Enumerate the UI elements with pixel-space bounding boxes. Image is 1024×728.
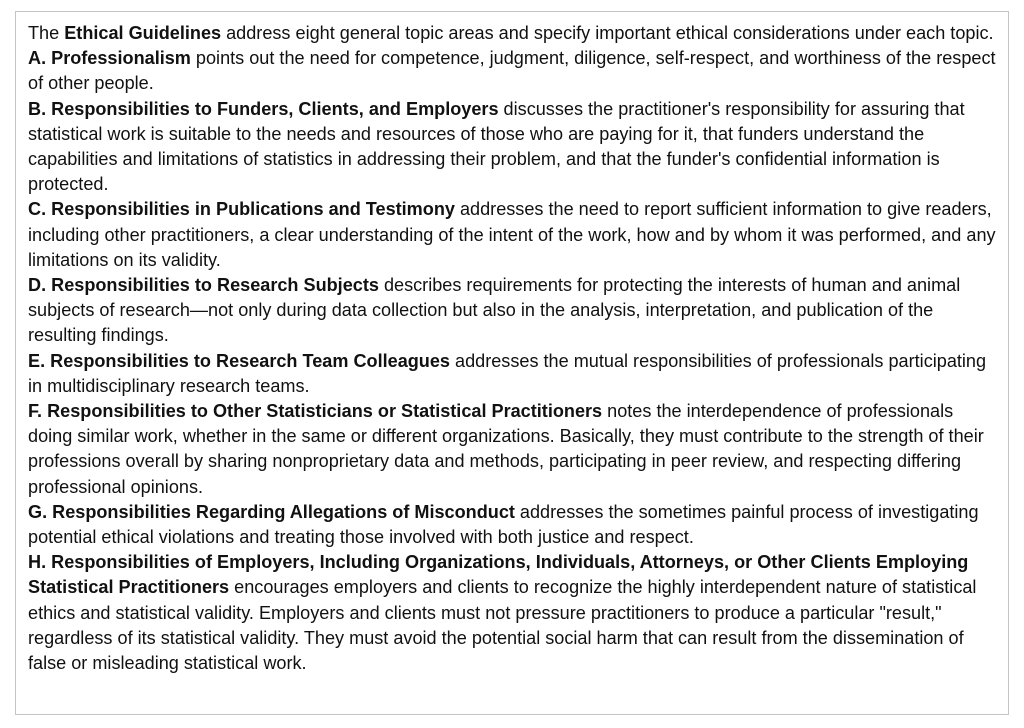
section-body: encourages employers and clients to recognize the highly interdependent nature of statistical ethics and statistical validity. Employers and clients must not pressure practitioners to produce a particular "result," regardless of its statistical validity. They must avoid the potential social harm that can result from the dissemination of false or misleading statistical work. xyxy=(28,577,977,674)
section-body: addresses the mutual responsibilities of professionals participating in multidisciplinary research teams. xyxy=(28,350,987,396)
intro-paragraph xyxy=(28,21,998,46)
section-d xyxy=(28,273,998,349)
intro-text-before: The xyxy=(28,23,65,43)
guidelines-panel xyxy=(15,11,1009,715)
section-body: points out the need for competence, judgment, diligence, self-respect, and worthiness of the respect of other people. xyxy=(28,48,996,94)
section-body: describes requirements for protecting the interests of human and animal subjects of research—not only during data collection but also in the analysis, interpretation, and publication of the resulting findings. xyxy=(28,275,961,346)
section-b xyxy=(28,97,998,198)
section-g xyxy=(28,500,998,550)
section-a xyxy=(28,46,998,96)
section-e xyxy=(28,349,998,399)
section-c xyxy=(28,197,998,273)
section-heading: F. Responsibilities to Other Statisticians or Statistical Practitioners xyxy=(28,401,603,422)
section-body: discusses the practitioner's responsibility for assuring that statistical work is suitable to the needs and resources of those who are paying for it, that funders understand the capabilities and limitations of statistics in addressing their problem, and that the funder's confidential information is protected. xyxy=(28,98,965,195)
section-body: addresses the sometimes painful process of investigating potential ethical violations and treating those involved with both justice and respect. xyxy=(28,501,979,548)
section-heading: G. Responsibilities Regarding Allegations of Misconduct xyxy=(28,501,515,522)
intro-term: Ethical Guidelines xyxy=(64,23,222,43)
section-heading: C. Responsibilities in Publications and Testimony xyxy=(28,199,455,220)
section-heading: H. Responsibilities of Employers, Including Organizations, Individuals, Attorneys, or Other Clients Employing Statistical Practitioners xyxy=(28,552,969,598)
section-heading: B. Responsibilities to Funders, Clients, and Employers xyxy=(28,98,499,119)
section-heading: E. Responsibilities to Research Team Colleagues xyxy=(28,350,450,371)
intro-text-after: address eight general topic areas and specify important ethical considerations under each topic. xyxy=(221,23,994,43)
section-heading: D. Responsibilities to Research Subjects xyxy=(28,275,379,296)
section-f xyxy=(28,399,998,500)
section-h xyxy=(28,550,998,676)
section-heading: A. Professionalism xyxy=(28,48,191,69)
section-body: notes the interdependence of professionals doing similar work, whether in the same or different organizations. Basically, they must contribute to the strength of their professions overall by sharing nonproprietary data and methods, participating in peer review, and respecting differing professional opinions. xyxy=(28,401,984,497)
section-body: addresses the need to report sufficient information to give readers, including other practitioners, a clear understanding of the intent of the work, how and by whom it was performed, and any limitations on its validity. xyxy=(28,199,996,270)
